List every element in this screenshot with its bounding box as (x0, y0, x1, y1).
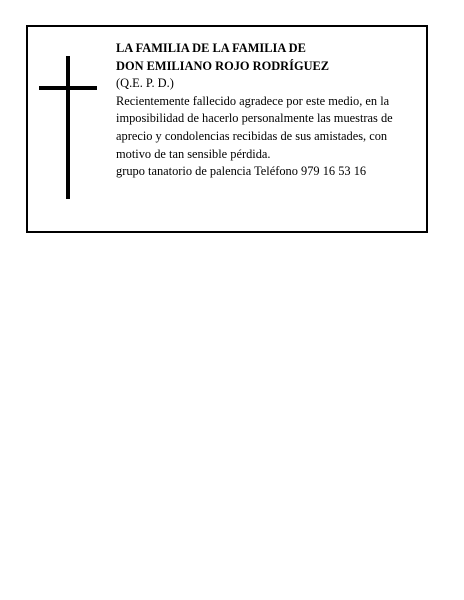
notice-qepd: (Q.E. P. D.) (116, 76, 174, 91)
notice-footer: grupo tanatorio de palencia Teléfono 979 16 53 16 (116, 164, 367, 179)
notice-body: Recientemente fallecido agradece por este medio, en la imposibilidad de hacerlo personalmente las muestras de aprecio y condolencias recibidas de sus amistades, con motivo de tan sensible pérdida. (116, 93, 393, 161)
obituary-notice (26, 25, 428, 233)
notice-text (116, 40, 424, 181)
notice-heading-line1: LA FAMILIA DE LA FAMILIA DE (116, 41, 306, 55)
notice-heading-line2: DON EMILIANO ROJO RODRÍGUEZ (116, 58, 330, 73)
cross-horizontal-bar (39, 86, 97, 90)
cross-vertical-bar (66, 56, 70, 199)
